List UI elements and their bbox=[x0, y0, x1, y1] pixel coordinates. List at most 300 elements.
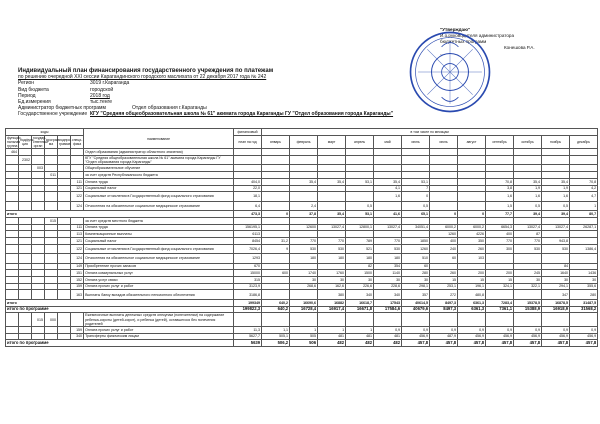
table-cell bbox=[19, 244, 32, 254]
table-cell: 40614,5 bbox=[402, 299, 430, 306]
table-cell bbox=[58, 155, 71, 165]
table-cell: 39,4 bbox=[542, 211, 570, 218]
table-cell bbox=[374, 313, 402, 327]
table-cell: 41,6 bbox=[374, 211, 402, 218]
table-cell bbox=[318, 165, 346, 172]
month-header: февраль bbox=[290, 135, 318, 149]
table-cell: 0,5 bbox=[346, 201, 374, 211]
code-header: государ-ственный орган bbox=[33, 135, 48, 149]
table-cell bbox=[318, 172, 346, 179]
table-cell bbox=[346, 185, 374, 192]
table-cell bbox=[514, 290, 542, 300]
table-row bbox=[6, 185, 598, 192]
table-cell: 530 bbox=[318, 244, 346, 254]
table-row bbox=[6, 149, 598, 156]
table-cell: 1260 bbox=[430, 231, 458, 238]
table-cell bbox=[32, 201, 45, 211]
table-cell: 1 bbox=[346, 326, 374, 333]
table-cell: 9 bbox=[262, 244, 290, 254]
table-cell bbox=[514, 263, 542, 270]
table-cell bbox=[58, 290, 71, 300]
table-cell: Отчисления на обязательное социальное медицинское страхование bbox=[84, 201, 234, 211]
table-cell bbox=[32, 224, 45, 231]
table-cell bbox=[290, 185, 318, 192]
table-cell: 156195,1 bbox=[234, 224, 262, 231]
table-cell: 0,9 bbox=[430, 326, 458, 333]
table-cell: 180 bbox=[318, 254, 346, 264]
table-row bbox=[6, 192, 598, 202]
table-cell: 3,8 bbox=[486, 185, 514, 192]
table-cell: 521 bbox=[346, 244, 374, 254]
table-cell bbox=[374, 201, 402, 211]
table-cell bbox=[45, 263, 58, 270]
table-cell bbox=[45, 277, 58, 284]
table-cell: 380 bbox=[318, 290, 346, 300]
table-cell bbox=[19, 185, 32, 192]
table-cell bbox=[45, 290, 58, 300]
table-cell: 7 bbox=[402, 185, 430, 192]
table-cell bbox=[58, 178, 71, 185]
table-cell: 770 bbox=[514, 237, 542, 244]
table-cell: 30 bbox=[346, 277, 374, 284]
table-cell: 0 bbox=[430, 211, 458, 218]
table-cell: 0,9 bbox=[402, 326, 430, 333]
table-row bbox=[6, 254, 598, 264]
table-cell: 300 bbox=[486, 244, 514, 254]
table-cell: 0,9 bbox=[458, 326, 486, 333]
table-cell bbox=[58, 254, 71, 264]
table-cell bbox=[262, 149, 290, 156]
table-cell: 530 bbox=[374, 244, 402, 254]
month-header: декабрь bbox=[570, 135, 598, 149]
table-cell bbox=[486, 254, 514, 264]
table-cell bbox=[58, 277, 71, 284]
table-cell: 3123,9 bbox=[234, 283, 262, 290]
table-cell bbox=[374, 231, 402, 238]
table-cell bbox=[346, 155, 374, 165]
region-label: Регион bbox=[18, 80, 35, 87]
financing-plan-table bbox=[5, 128, 598, 347]
table-cell: 457,8 bbox=[486, 340, 514, 347]
table-cell bbox=[32, 217, 45, 224]
table-cell: 113 bbox=[71, 231, 84, 238]
table-cell: 340 bbox=[346, 290, 374, 300]
table-cell bbox=[19, 333, 32, 340]
table-cell: 789 bbox=[346, 237, 374, 244]
table-cell bbox=[19, 201, 32, 211]
table-cell bbox=[570, 149, 598, 156]
table-cell bbox=[262, 192, 290, 202]
table-cell: 280 bbox=[402, 270, 430, 277]
table-cell: 482 bbox=[374, 340, 402, 347]
table-cell bbox=[570, 237, 598, 244]
region-value: 3019 г.Караганда bbox=[90, 80, 130, 87]
table-cell: 199822,3 bbox=[234, 306, 262, 313]
table-cell: Выплаты банку вкладов обязательного пенсионного обеспечения bbox=[84, 290, 234, 300]
table-cell bbox=[262, 231, 290, 238]
table-cell: 2,4 bbox=[290, 201, 318, 211]
table-cell: 180 bbox=[290, 254, 318, 264]
table-cell bbox=[58, 263, 71, 270]
table-cell: 162,6 bbox=[318, 283, 346, 290]
table-cell bbox=[19, 149, 32, 156]
table-cell: 253,1 bbox=[430, 283, 458, 290]
table-cell bbox=[262, 165, 290, 172]
table-cell bbox=[514, 155, 542, 165]
table-row bbox=[6, 231, 598, 238]
table-cell: 481 bbox=[374, 333, 402, 340]
table-cell bbox=[262, 178, 290, 185]
table-cell bbox=[402, 231, 430, 238]
table-cell: 1386,4 bbox=[570, 244, 598, 254]
table-cell: 315 bbox=[234, 277, 262, 284]
month-header: май bbox=[374, 135, 402, 149]
table-cell: 30 bbox=[402, 277, 430, 284]
table-cell bbox=[290, 231, 318, 238]
table-cell bbox=[71, 149, 84, 156]
table-cell: 1500 bbox=[346, 270, 374, 277]
table-cell: 245 bbox=[514, 270, 542, 277]
table-cell bbox=[45, 201, 58, 211]
table-cell: 35,4 bbox=[542, 178, 570, 185]
table-row bbox=[6, 277, 598, 284]
table-cell: 015 bbox=[45, 217, 58, 224]
table-cell bbox=[290, 155, 318, 165]
table-cell: 011 bbox=[45, 172, 58, 179]
table-cell bbox=[486, 165, 514, 172]
table-cell: 770 bbox=[374, 237, 402, 244]
table-cell: 457,8 bbox=[514, 340, 542, 347]
table-cell: 0,5 bbox=[542, 201, 570, 211]
table-cell: 60 bbox=[402, 263, 430, 270]
table-cell: 530 bbox=[514, 244, 542, 254]
table-cell: 152 bbox=[71, 277, 84, 284]
table-cell bbox=[374, 217, 402, 224]
fin-plan-header: финансовый bbox=[234, 129, 262, 136]
table-cell bbox=[6, 237, 19, 244]
table-cell: 7283,4 bbox=[486, 299, 514, 306]
table-cell bbox=[430, 192, 458, 202]
table-cell: 65,1 bbox=[402, 211, 430, 218]
table-cell: КГУ "Средняя общеобразовательная школа № 61" акимата города Караганды ГУ "Отдел образования города Караганды" bbox=[84, 155, 234, 165]
table-cell: 15 bbox=[458, 277, 486, 284]
table-cell bbox=[542, 254, 570, 264]
table-row bbox=[6, 155, 598, 165]
table-cell: 298,1 bbox=[402, 283, 430, 290]
table-cell bbox=[486, 217, 514, 224]
table-cell: 473,3 bbox=[234, 211, 262, 218]
table-cell: 0,9 bbox=[542, 326, 570, 333]
table-cell bbox=[45, 283, 58, 290]
table-cell bbox=[458, 165, 486, 172]
table-cell: 4,1 bbox=[374, 185, 402, 192]
table-row bbox=[6, 165, 598, 172]
table-cell bbox=[45, 237, 58, 244]
table-cell: 354 bbox=[374, 263, 402, 270]
table-row bbox=[6, 270, 598, 277]
table-cell bbox=[58, 231, 71, 238]
table-cell: 324,1 bbox=[486, 283, 514, 290]
table-cell bbox=[458, 185, 486, 192]
table-cell bbox=[6, 244, 19, 254]
table-cell bbox=[458, 217, 486, 224]
table-cell bbox=[458, 192, 486, 202]
table-cell bbox=[458, 172, 486, 179]
table-cell bbox=[458, 155, 486, 165]
table-cell: 17584,6 bbox=[374, 306, 402, 313]
table-cell: Социальный налог bbox=[84, 185, 234, 192]
table-cell: 122 bbox=[71, 244, 84, 254]
table-row bbox=[6, 326, 598, 333]
table-cell: 506,2 bbox=[262, 340, 290, 347]
table-cell: 770 bbox=[290, 237, 318, 244]
table-cell bbox=[6, 178, 19, 185]
table-cell bbox=[32, 333, 45, 340]
table-row bbox=[6, 290, 598, 300]
table-row bbox=[6, 201, 598, 211]
table-cell bbox=[58, 165, 71, 172]
table-cell: 0,5 bbox=[514, 201, 542, 211]
table-cell bbox=[374, 149, 402, 156]
table-cell bbox=[58, 149, 71, 156]
month-header: ноябрь bbox=[542, 135, 570, 149]
table-cell bbox=[458, 263, 486, 270]
table-cell: 640,2 bbox=[262, 299, 290, 306]
table-cell bbox=[346, 313, 374, 327]
table-cell: 53,1 bbox=[346, 178, 374, 185]
document-title: Индивидуальный план финансирования государственного учреждения по платежам bbox=[18, 68, 274, 74]
table-cell: 505,1 bbox=[262, 333, 290, 340]
unit-label: Ед.измерения bbox=[18, 99, 51, 106]
table-cell: 31,2 bbox=[262, 237, 290, 244]
approval-dots: .... bbox=[440, 51, 446, 56]
table-cell bbox=[346, 172, 374, 179]
table-cell: 200 bbox=[486, 270, 514, 277]
table-cell: 15 bbox=[486, 277, 514, 284]
table-cell bbox=[19, 254, 32, 264]
table-cell: 82 bbox=[346, 263, 374, 270]
table-cell: 103 bbox=[458, 254, 486, 264]
table-cell bbox=[58, 201, 71, 211]
table-cell bbox=[6, 185, 19, 192]
table-cell: 347 bbox=[542, 290, 570, 300]
table-row bbox=[6, 283, 598, 290]
table-cell bbox=[430, 165, 458, 172]
table-cell bbox=[430, 201, 458, 211]
table-cell bbox=[32, 149, 45, 156]
table-cell bbox=[346, 217, 374, 224]
table-cell bbox=[19, 192, 32, 202]
table-cell bbox=[402, 149, 430, 156]
table-cell bbox=[570, 263, 598, 270]
table-cell: 456,9 bbox=[402, 333, 430, 340]
table-cell: 180 bbox=[374, 254, 402, 264]
table-cell bbox=[6, 313, 19, 327]
table-cell bbox=[430, 185, 458, 192]
table-cell: 480,8 bbox=[458, 290, 486, 300]
table-cell bbox=[402, 165, 430, 172]
table-cell bbox=[32, 237, 45, 244]
table-cell bbox=[542, 231, 570, 238]
table-cell: 640,2 bbox=[262, 306, 290, 313]
table-cell bbox=[290, 192, 318, 202]
month-header: январь bbox=[262, 135, 290, 149]
table-cell bbox=[262, 224, 290, 231]
table-cell: 943,8 bbox=[542, 237, 570, 244]
table-cell: 0 bbox=[458, 211, 486, 218]
table-cell bbox=[430, 155, 458, 165]
table-cell bbox=[19, 237, 32, 244]
table-cell: 17543 bbox=[374, 299, 402, 306]
code-header: специ-фика bbox=[71, 135, 84, 149]
table-cell bbox=[318, 185, 346, 192]
table-cell: 003 bbox=[32, 165, 45, 172]
table-cell bbox=[514, 165, 542, 172]
table-cell: 294,1 bbox=[542, 283, 570, 290]
table-cell: 163 bbox=[71, 290, 84, 300]
table-cell bbox=[32, 192, 45, 202]
table-cell: 84 bbox=[542, 263, 570, 270]
table-cell: итого bbox=[6, 299, 234, 306]
table-cell bbox=[58, 224, 71, 231]
table-cell: 2302 bbox=[19, 155, 32, 165]
table-cell: 8454 bbox=[234, 237, 262, 244]
table-cell bbox=[58, 237, 71, 244]
table-row bbox=[6, 217, 598, 224]
table-cell bbox=[58, 192, 71, 202]
table-cell: за счет средств местного бюджета bbox=[84, 217, 234, 224]
table-cell: 1,5 bbox=[486, 201, 514, 211]
table-cell: 8497,3 bbox=[430, 299, 458, 306]
table-cell: 13027,4 bbox=[374, 224, 402, 231]
table-cell: 404,0 bbox=[234, 178, 262, 185]
table-cell bbox=[486, 263, 514, 270]
table-cell: 670 bbox=[234, 263, 262, 270]
table-cell bbox=[542, 155, 570, 165]
table-cell bbox=[58, 172, 71, 179]
table-cell: 530 bbox=[290, 244, 318, 254]
table-cell bbox=[318, 155, 346, 165]
table-cell: 4226 bbox=[458, 231, 486, 238]
table-cell: Оплата прочих услуг и работ bbox=[84, 283, 234, 290]
table-cell bbox=[6, 277, 19, 284]
table-cell: 16728,4 bbox=[290, 306, 318, 313]
table-cell: 6113 bbox=[234, 231, 262, 238]
table-cell bbox=[32, 172, 45, 179]
table-cell: 15378,5 bbox=[514, 299, 542, 306]
approval-title: "Утверждаю" bbox=[440, 27, 471, 32]
table-cell bbox=[262, 155, 290, 165]
table-cell: 31487,5 bbox=[570, 299, 598, 306]
table-cell: 70,8 bbox=[570, 178, 598, 185]
table-cell: за счет средств Республиканского бюджета bbox=[84, 172, 234, 179]
table-cell bbox=[71, 155, 84, 165]
table-cell: 16690,6 bbox=[290, 299, 318, 306]
administrator-value: Отдел образования г.Караганды bbox=[132, 105, 207, 112]
table-cell bbox=[45, 333, 58, 340]
table-cell: 260 bbox=[458, 244, 486, 254]
table-cell bbox=[458, 149, 486, 156]
table-cell: 31568,2 bbox=[570, 306, 598, 313]
table-cell bbox=[346, 192, 374, 202]
table-cell: 11,3 bbox=[234, 326, 262, 333]
table-cell: Оплата труда bbox=[84, 178, 234, 185]
table-cell: Отдел образования (администратор областного значения) bbox=[84, 149, 234, 156]
table-cell: 87 bbox=[514, 231, 542, 238]
table-cell: 199349 bbox=[234, 299, 262, 306]
table-cell bbox=[346, 149, 374, 156]
budget-type-label: Вид бюджета bbox=[18, 86, 49, 93]
table-cell bbox=[58, 217, 71, 224]
month-header: август bbox=[458, 135, 486, 149]
table-cell: 355,6 bbox=[570, 283, 598, 290]
table-cell: 456,9 bbox=[514, 333, 542, 340]
table-cell: Отчисления на обязательное социальное медицинское страхование bbox=[84, 254, 234, 264]
table-cell: 30 bbox=[290, 277, 318, 284]
table-cell: 015 bbox=[32, 313, 45, 327]
table-cell bbox=[318, 263, 346, 270]
unit-value: тыс.тенге bbox=[90, 99, 113, 106]
table-cell bbox=[458, 201, 486, 211]
table-cell: 4,2 bbox=[570, 185, 598, 192]
table-cell: Общеобразовательное обучение bbox=[84, 165, 234, 172]
table-cell: 70,8 bbox=[486, 178, 514, 185]
table-cell: 34051,4 bbox=[402, 224, 430, 231]
table-row bbox=[6, 306, 598, 313]
table-cell: 200 bbox=[458, 270, 486, 277]
code-header: подпро-грамма bbox=[58, 135, 71, 149]
table-cell: 1,1 bbox=[262, 326, 290, 333]
table-cell bbox=[19, 263, 32, 270]
table-cell: 487,9 bbox=[430, 333, 458, 340]
table-cell: Приобретение прочих запасов bbox=[84, 263, 234, 270]
table-cell: 457,8 bbox=[430, 340, 458, 347]
table-cell: 226,6 bbox=[346, 283, 374, 290]
table-cell bbox=[570, 217, 598, 224]
table-cell: 16671,8 bbox=[346, 306, 374, 313]
table-cell bbox=[318, 231, 346, 238]
table-cell: 111 bbox=[71, 178, 84, 185]
table-cell: Оплата коммунальных услуг bbox=[84, 270, 234, 277]
table-cell bbox=[71, 172, 84, 179]
table-cell bbox=[458, 178, 486, 185]
table-cell bbox=[32, 290, 45, 300]
approval-line1: И.о.руководителя администратора bbox=[440, 33, 515, 38]
table-cell bbox=[19, 270, 32, 277]
table-cell: 1,6 bbox=[542, 192, 570, 202]
table-cell: 5639 bbox=[234, 340, 262, 347]
month-header: июль bbox=[430, 135, 458, 149]
table-cell bbox=[542, 172, 570, 179]
table-cell bbox=[19, 313, 32, 327]
table-row bbox=[6, 224, 598, 231]
table-cell: 0,5 bbox=[402, 201, 430, 211]
table-cell: 60 bbox=[430, 254, 458, 264]
table-cell: 481 bbox=[346, 333, 374, 340]
table-cell: 15 bbox=[430, 277, 458, 284]
table-cell bbox=[262, 313, 290, 327]
table-cell bbox=[32, 263, 45, 270]
table-cell: 16878,5 bbox=[542, 299, 570, 306]
table-cell bbox=[6, 201, 19, 211]
table-cell: 6654,3 bbox=[486, 224, 514, 231]
month-header: март bbox=[318, 135, 346, 149]
table-cell bbox=[262, 185, 290, 192]
table-cell bbox=[45, 224, 58, 231]
table-cell: 1 bbox=[570, 201, 598, 211]
table-cell bbox=[6, 254, 19, 264]
table-cell: 151 bbox=[71, 270, 84, 277]
